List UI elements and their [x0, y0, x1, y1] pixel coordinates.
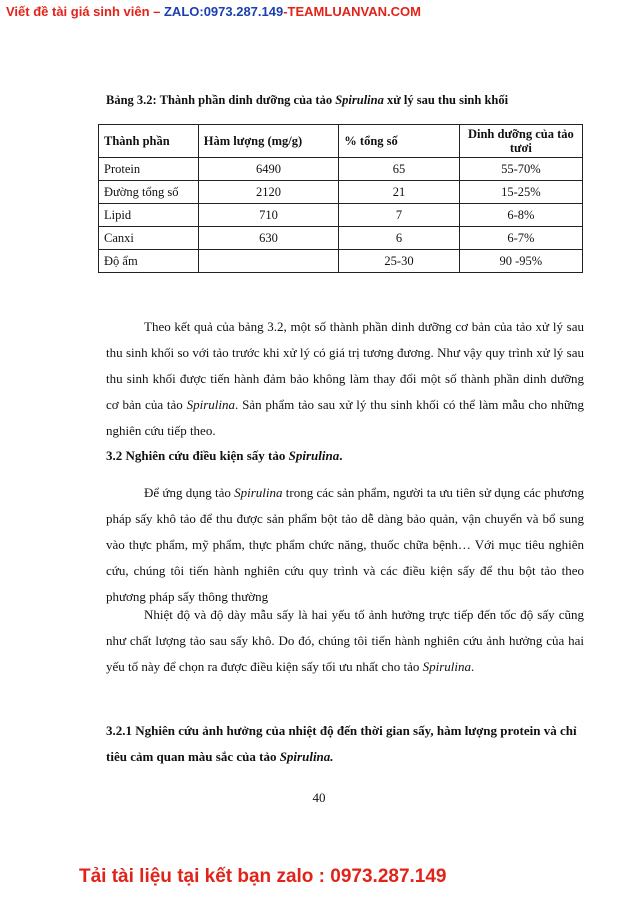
section-heading-3-2-1 [106, 718, 584, 770]
section-heading-3-2 [106, 443, 584, 469]
footer-watermark: Tải tài liệu tại kết bạn zalo : 0973.287.149 [79, 866, 447, 887]
table-cell: 2120 [198, 181, 339, 204]
table-header-row [99, 125, 583, 158]
watermark-text: Viết đề tài giá sinh viên – [6, 4, 164, 19]
caption-species: Spirulina [335, 93, 384, 107]
table-cell: 7 [339, 204, 459, 227]
table-cell: 6490 [198, 158, 339, 181]
species-name: Spirulina [422, 659, 472, 674]
column-header: % tổng số [339, 125, 459, 158]
column-header: Hàm lượng (mg/g) [198, 125, 339, 158]
table-row [99, 204, 583, 227]
table-cell: 90 -95% [459, 250, 582, 273]
table-caption [106, 93, 508, 108]
species-name: Spirulina [186, 397, 236, 412]
table-row [99, 250, 583, 273]
species-name: Spirulina [234, 485, 283, 500]
table-cell: 6 [339, 227, 459, 250]
table-cell [198, 250, 339, 273]
table-cell: 55-70% [459, 158, 582, 181]
column-header: Thành phần [99, 125, 199, 158]
header-watermark [6, 4, 421, 19]
column-header: Dinh dưỡng của tảo tươi [459, 125, 582, 158]
heading-tail: . [339, 448, 343, 463]
table-cell: 15-25% [459, 181, 582, 204]
table-cell: Đường tổng số [99, 181, 199, 204]
paragraph-drying-methods [106, 480, 584, 610]
table-row [99, 181, 583, 204]
watermark-site: -TEAMLUANVAN.COM [283, 4, 421, 19]
table-cell: Lipid [99, 204, 199, 227]
paragraph-table-discussion [106, 314, 584, 444]
table-cell: 25-30 [339, 250, 459, 273]
table-cell: 6-7% [459, 227, 582, 250]
table-cell: Canxi [99, 227, 199, 250]
table-cell: 710 [198, 204, 339, 227]
table-cell: 6-8% [459, 204, 582, 227]
table-row [99, 158, 583, 181]
table-cell: Protein [99, 158, 199, 181]
heading-species: Spirulina. [279, 749, 334, 764]
nutrition-table [98, 124, 583, 273]
paragraph-text: . [471, 659, 475, 674]
table-cell: 630 [198, 227, 339, 250]
table-row [99, 227, 583, 250]
page-number: 40 [312, 790, 326, 805]
table-cell: 21 [339, 181, 459, 204]
paragraph-text: . Sản phẩm tảo sau xử lý thu sinh khối có thể làm mẫu cho những nghiên cứu tiếp theo. [106, 397, 584, 438]
table-cell: Độ ẩm [99, 250, 199, 273]
table-cell: 65 [339, 158, 459, 181]
heading-text: 3.2 Nghiên cứu điều kiện sấy tảo [106, 448, 289, 463]
paragraph-text: Nhiệt độ và độ dày mẫu sấy là hai yếu tố ảnh hưởng trực tiếp đến tốc độ sấy cũng như chất lượng tảo sau sấy khô. Do đó, chúng tôi tiến hành nghiên cứu ảnh hưởng của hai yếu tố này để chọn ra được điều kiện sấy tối ưu nhất cho tảo [106, 607, 584, 674]
heading-species: Spirulina [288, 448, 340, 463]
paragraph-text: Để ứng dụng tảo [144, 485, 235, 500]
heading-text: 3.2.1 Nghiên cứu ảnh hưởng của nhiệt độ đến thời gian sấy, hàm lượng protein và chỉ tiêu cảm quan màu sắc của tảo [106, 723, 577, 764]
paragraph-text: Theo kết quả của bảng 3.2, một số thành phần dinh dưỡng cơ bản của tảo xử lý sau thu sinh khối so với tảo trước khi xử lý có giá trị tương đương. Như vậy quy trình xử lý sau thu sinh khối được tiến hành đảm bảo không làm thay đổi một số thành phần dinh dưỡng cơ bản của tảo [106, 319, 584, 412]
caption-prefix: Bảng 3.2: Thành phần dinh dưỡng của tảo [106, 93, 336, 107]
caption-suffix: xử lý sau thu sinh khối [383, 93, 509, 107]
paragraph-drying-factors [106, 602, 584, 680]
paragraph-text: trong các sản phẩm, người ta ưu tiên sử dụng các phương pháp sấy khô tảo để thu được sản phẩm bột tảo dễ dàng bảo quản, vận chuyển và bổ sung vào thực phẩm, mỹ phẩm, thực phẩm chức năng, thuốc chữa bệnh… Với mục tiêu nghiên cứu, chúng tôi tiến hành nghiên cứu quy trình và các điều kiện sấy để thu bột tảo theo phương pháp sấy thông thường [106, 485, 585, 604]
watermark-zalo: ZALO:0973.287.149 [163, 4, 284, 19]
